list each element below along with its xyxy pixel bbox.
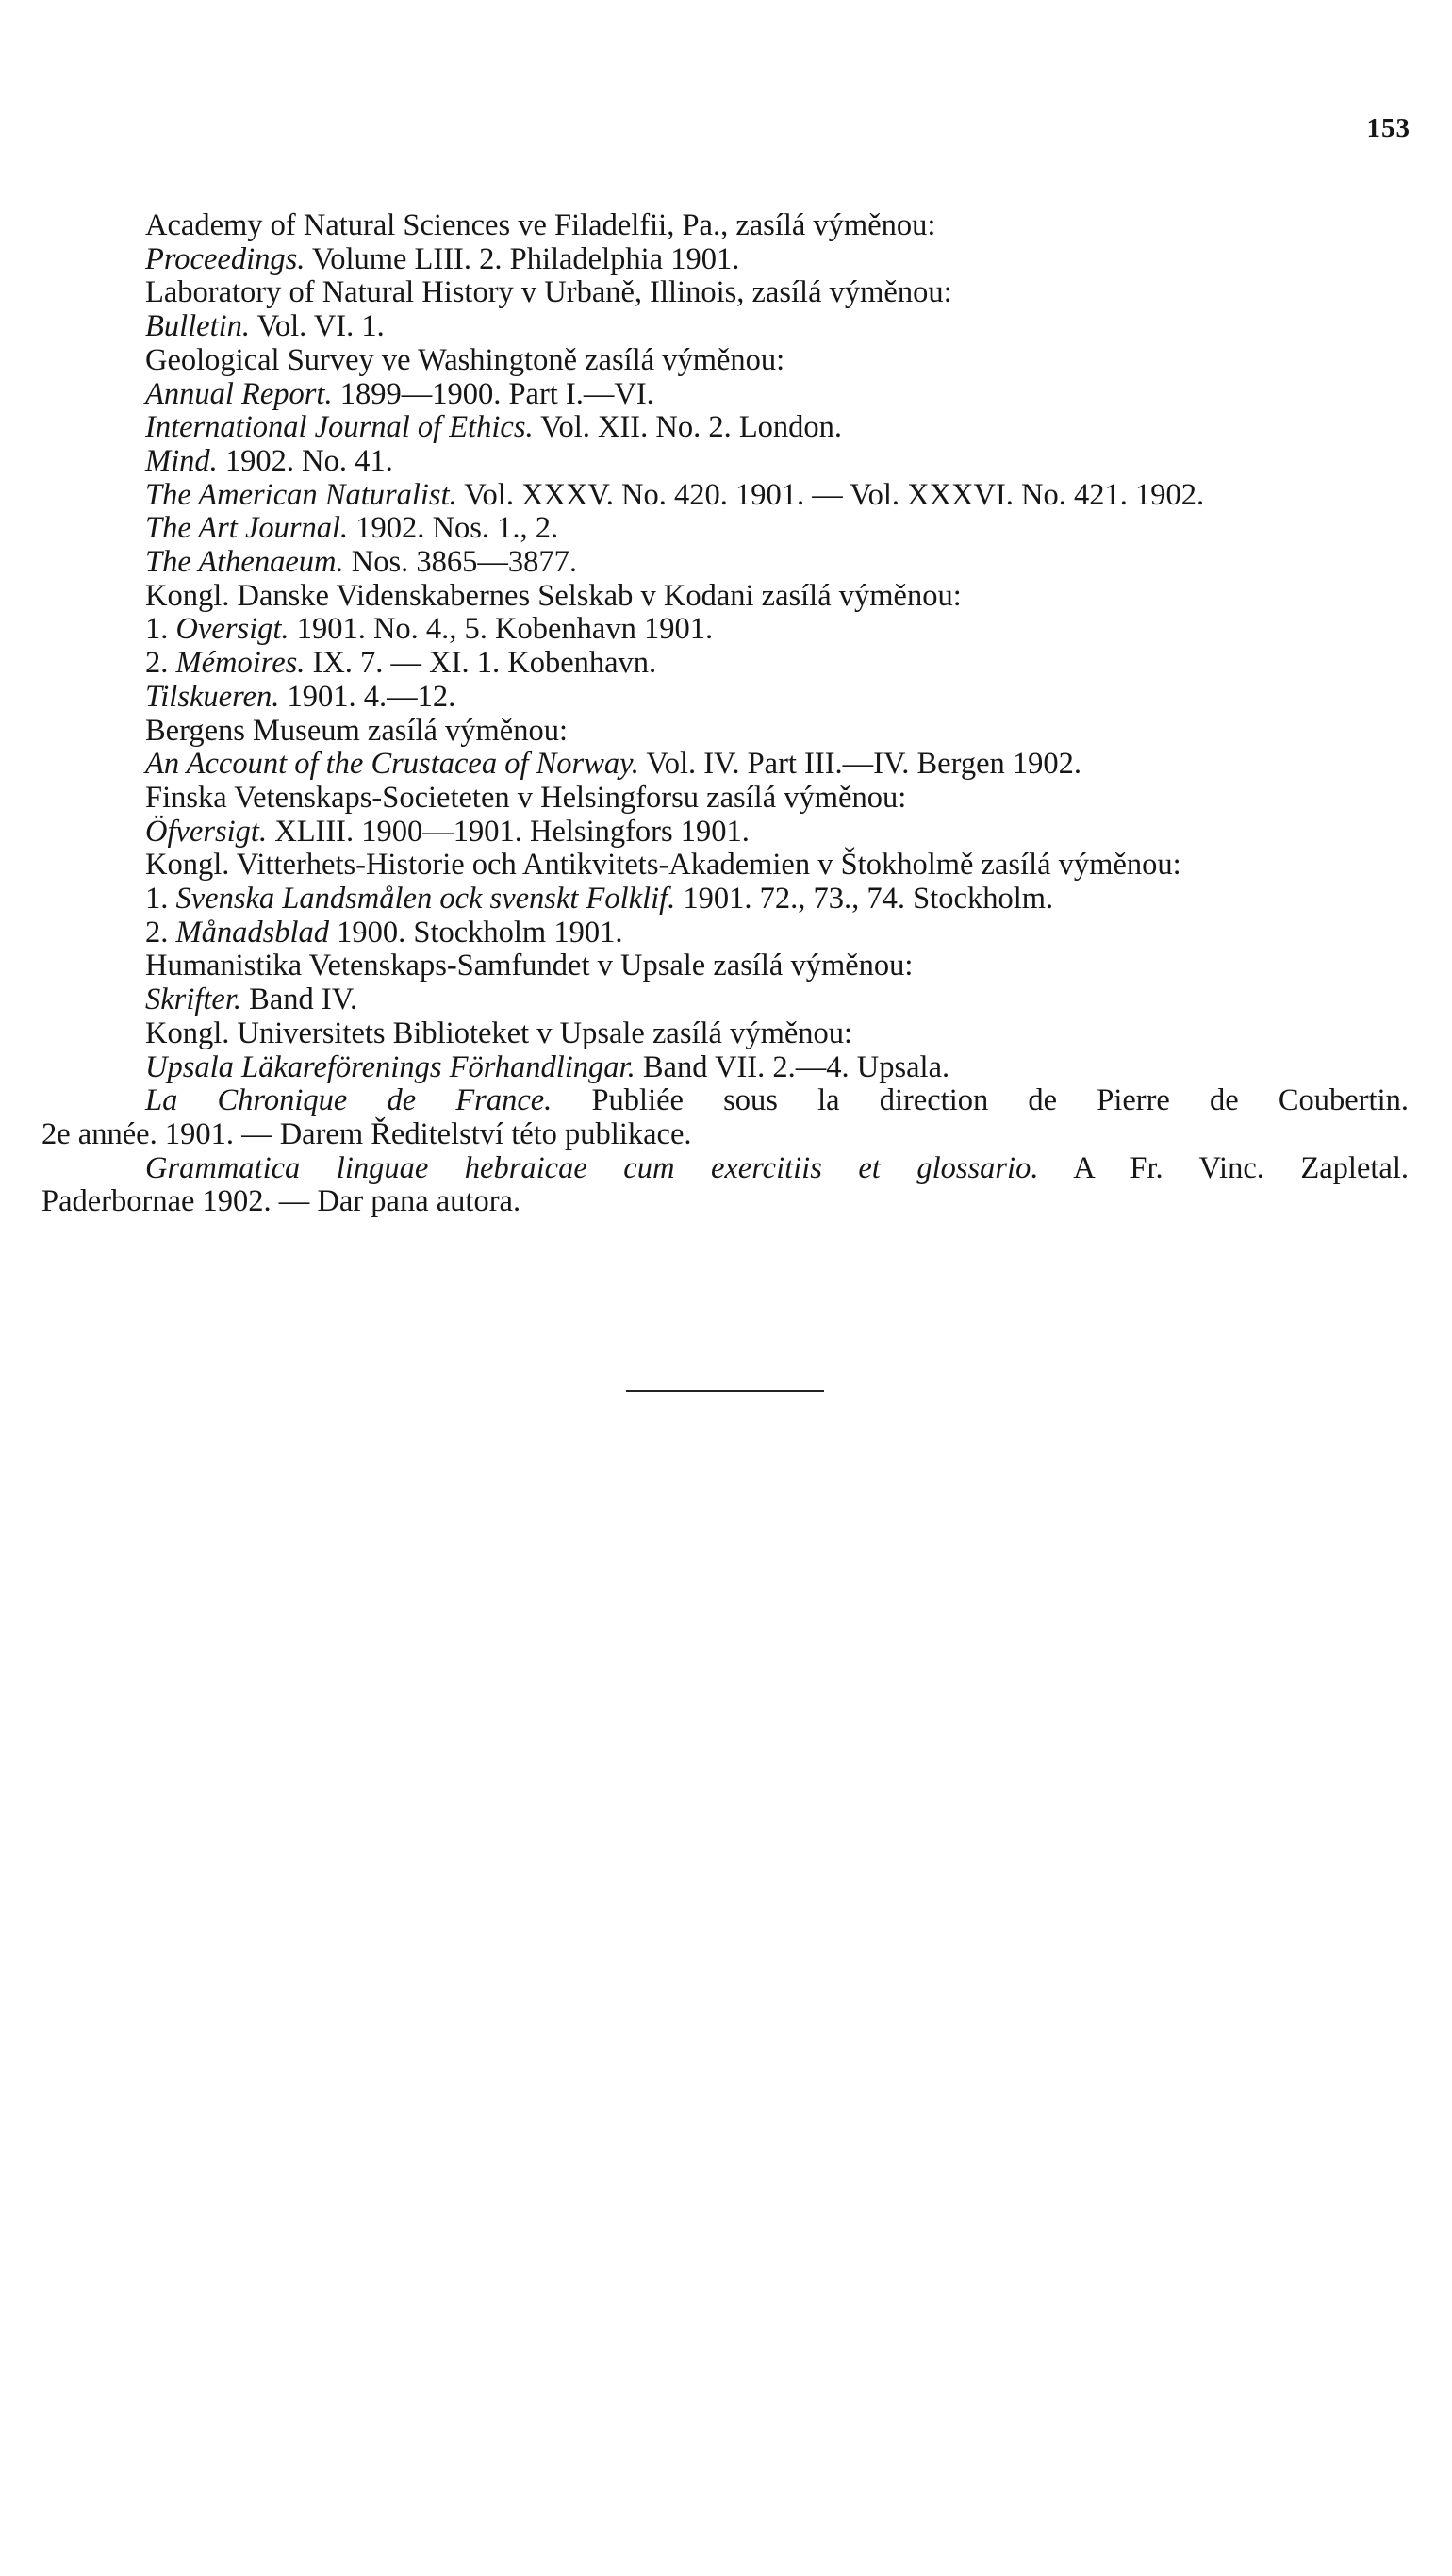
line-text: Kongl. Danske Videnskabernes Selskab v Kodani zasílá výměnou:: [145, 578, 962, 613]
line-text: Laboratory of Natural History v Urbaně, Illinois, zasílá výměnou:: [145, 275, 952, 310]
list-line: [145, 1152, 1409, 1186]
list-line: [145, 445, 1409, 479]
item-number: 2.: [145, 646, 176, 681]
list-line: [145, 816, 1409, 850]
line-text: Band VII. 2.—4. Upsala.: [635, 1049, 950, 1084]
item-number: 1.: [145, 882, 176, 916]
list-line: [145, 546, 1409, 580]
line-text: Publiée sous la direction de Pierre de Coubertin.: [552, 1083, 1409, 1118]
list-line: [145, 983, 1409, 1017]
page-number: 153: [1366, 113, 1411, 143]
list-line: [145, 310, 1409, 344]
list-line: [145, 647, 1409, 681]
list-line: [145, 916, 1409, 950]
line-text: 1902. No. 41.: [217, 443, 393, 478]
publication-title: Oversigt.: [175, 612, 289, 647]
publication-title: The American Naturalist.: [145, 477, 457, 512]
list-line: [145, 883, 1409, 916]
list-line: [145, 580, 1409, 614]
list-line-continuation: [41, 1185, 1409, 1219]
publication-title: Öfversigt.: [145, 814, 268, 849]
publication-title: Tilskueren.: [145, 679, 280, 714]
list-line: [145, 512, 1409, 546]
publication-title: Skrifter.: [145, 983, 242, 1017]
line-text: Bergens Museum zasílá výměnou:: [145, 713, 569, 748]
publication-title: Mind.: [145, 443, 218, 478]
list-line: [145, 209, 1409, 243]
publication-title: Mémoires.: [175, 646, 305, 681]
list-line: [145, 378, 1409, 412]
publication-title: Bulletin.: [145, 309, 251, 344]
list-line: [145, 411, 1409, 445]
line-text: Vol. IV. Part III.—IV. Bergen 1902.: [638, 747, 1082, 782]
section-divider: [626, 1390, 824, 1392]
publication-title: An Account of the Crustacea of Norway.: [145, 747, 639, 782]
line-text: Geological Survey ve Washingtoně zasílá výměnou:: [145, 342, 785, 377]
list-line: [145, 1084, 1409, 1118]
publication-title: Månadsblad: [175, 915, 329, 949]
publication-title: The Art Journal.: [145, 511, 349, 546]
list-line: [145, 613, 1409, 647]
line-text: Vol. XII. No. 2. London.: [533, 410, 843, 445]
line-text: Paderbornae 1902. — Dar pana autora.: [41, 1184, 521, 1219]
list-line: [145, 1017, 1409, 1051]
line-text: 1899—1900. Part I.—VI.: [332, 376, 654, 411]
publication-title: Grammatica linguae hebraicae cum exercitiis et glossario.: [145, 1150, 1039, 1185]
line-text: Academy of Natural Sciences ve Filadelfii, Pa., zasílá výměnou:: [145, 208, 936, 242]
line-text: Humanistika Vetenskaps-Samfundet v Upsale zasílá výměnou:: [145, 949, 914, 983]
line-text: XLIII. 1900—1901. Helsingfors 1901.: [267, 814, 750, 849]
list-line: [145, 949, 1409, 983]
line-text: Kongl. Vitterhets-Historie och Antikvitets-Akademien v Štokholmě zasílá výměnou:: [145, 848, 1181, 883]
line-text: IX. 7. — XI. 1. Kobenhavn.: [305, 646, 657, 681]
publication-title: International Journal of Ethics.: [145, 410, 534, 445]
list-line: [145, 344, 1409, 378]
list-line: [145, 782, 1409, 816]
exchange-list: [41, 209, 1409, 1219]
item-number: 1.: [145, 612, 176, 647]
list-line: [145, 748, 1409, 782]
list-line: [145, 849, 1409, 883]
line-text: 1900. Stockholm 1901.: [329, 915, 623, 949]
line-text: 1901. 72., 73., 74. Stockholm.: [675, 882, 1054, 916]
line-text: Band IV.: [241, 983, 358, 1017]
line-text: 2e année. 1901. — Darem Ředitelství této publikace.: [41, 1116, 692, 1151]
list-line: [145, 479, 1409, 513]
line-text: Vol. XXXV. No. 420. 1901. — Vol. XXXVI. No. 421. 1902.: [456, 477, 1205, 512]
list-line: [145, 715, 1409, 749]
line-text: Finska Vetenskaps-Societeten v Helsingforsu zasílá výměnou:: [145, 780, 907, 815]
publication-title: Proceedings.: [145, 241, 305, 276]
line-text: 1901. 4.—12.: [279, 679, 456, 714]
publication-title: The Athenaeum.: [145, 545, 344, 580]
line-text: Kongl. Universitets Biblioteket v Upsale zasílá výměnou:: [145, 1016, 853, 1050]
publication-title: La Chronique de France.: [145, 1083, 553, 1118]
list-line: [145, 276, 1409, 310]
line-text: Nos. 3865—3877.: [343, 545, 577, 580]
line-text: 1902. Nos. 1., 2.: [348, 511, 559, 546]
line-text: A Fr. Vinc. Zapletal.: [1038, 1150, 1409, 1185]
item-number: 2.: [145, 915, 176, 949]
list-line-continuation: [41, 1118, 1409, 1152]
line-text: Vol. VI. 1.: [250, 309, 385, 344]
list-line: [145, 243, 1409, 277]
publication-title: Annual Report.: [145, 376, 333, 411]
line-text: 1901. No. 4., 5. Kobenhavn 1901.: [289, 612, 714, 647]
list-line: [145, 681, 1409, 715]
line-text: Volume LIII. 2. Philadelphia 1901.: [305, 241, 740, 276]
publication-title: Upsala Läkareförenings Förhandlingar.: [145, 1049, 635, 1084]
list-line: [145, 1051, 1409, 1085]
publication-title: Svenska Landsmålen ock svenskt Folklif.: [175, 882, 676, 916]
